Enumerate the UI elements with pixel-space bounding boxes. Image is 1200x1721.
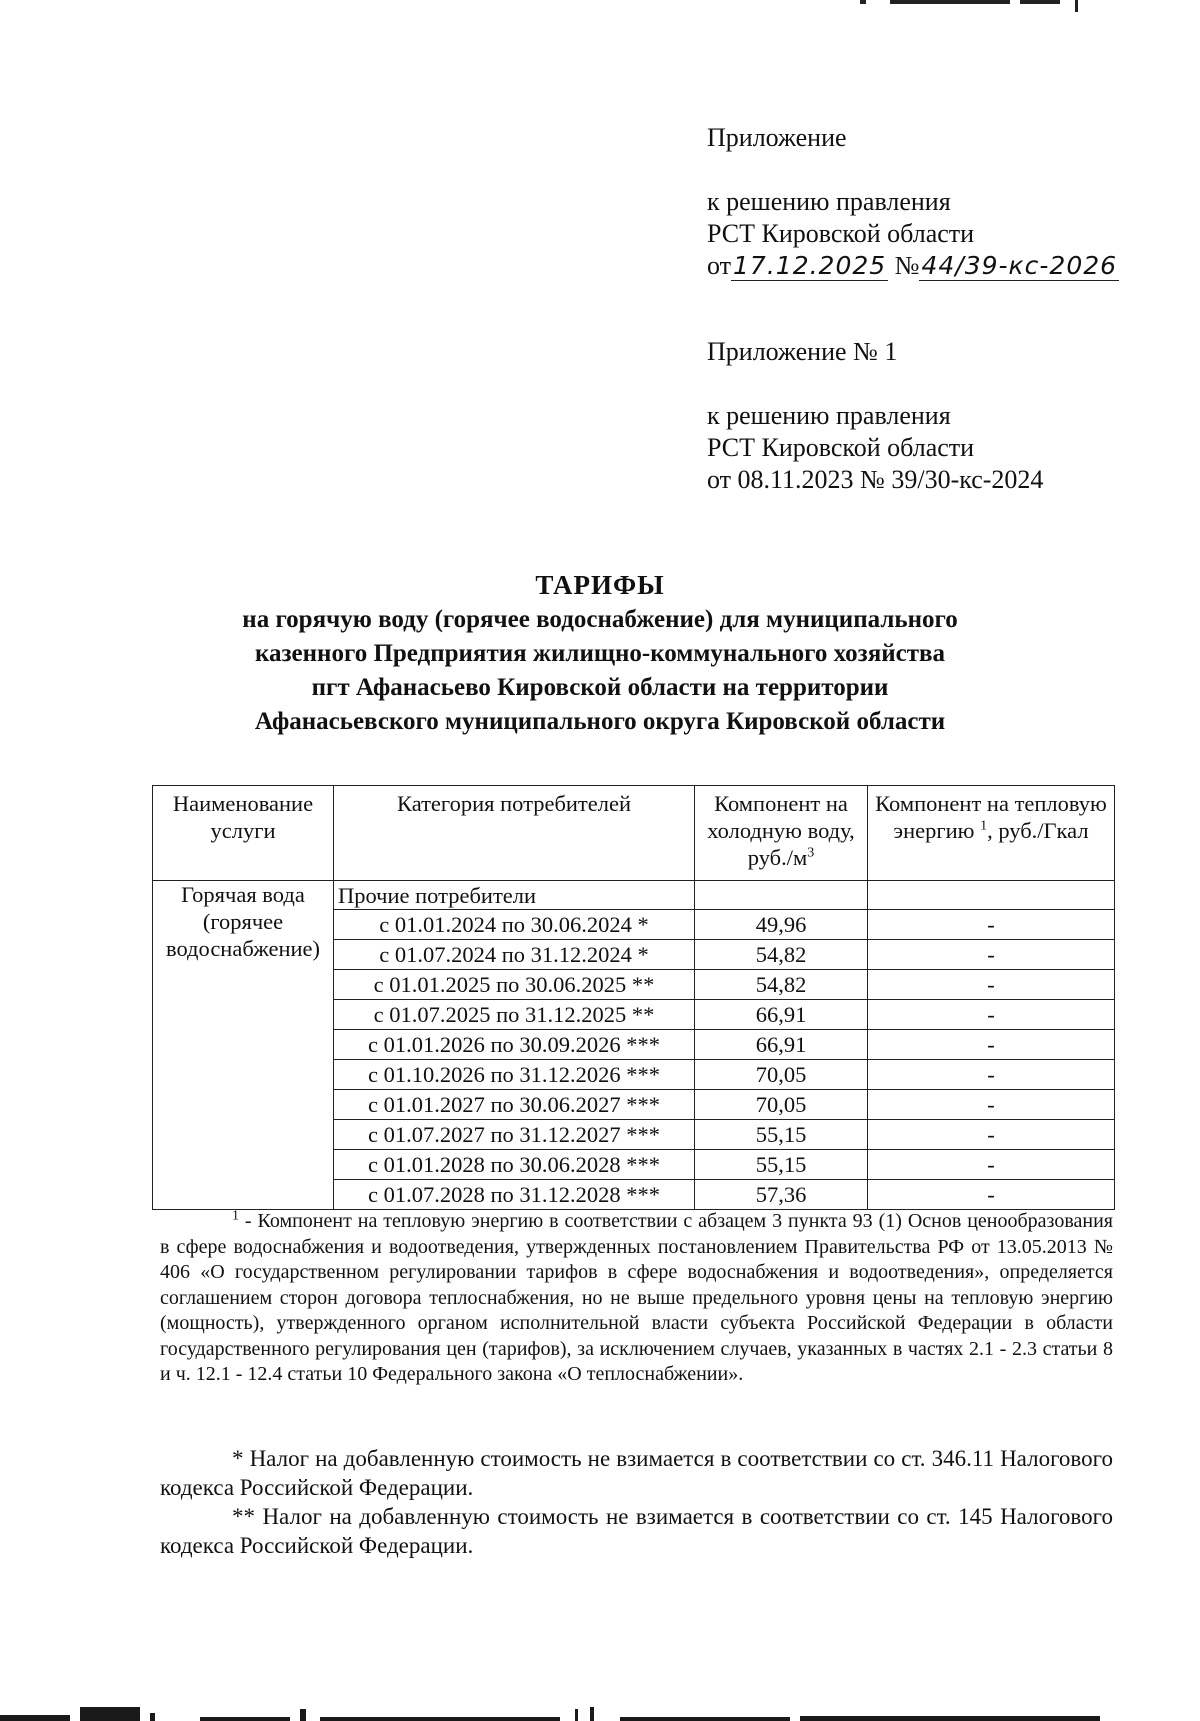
header-service: Наименование услуги [153,786,334,881]
handwritten-number: 44/39-кс-2026 [921,251,1118,280]
table-row-category [153,881,1115,910]
cell-empty [695,881,868,910]
cell-cold-value: 55,15 [695,1120,868,1150]
cell-heat-value: - [868,1180,1115,1210]
cell-period: с 01.01.2027 по 30.06.2027 *** [334,1090,695,1120]
header-heat-component: Компонент на тепловую энергию $^1$, руб./Гкал [868,786,1115,881]
cell-period: с 01.01.2024 по 30.06.2024 * [334,910,695,940]
cell-empty [868,881,1115,910]
header-category: Категория потребителей [334,786,695,881]
header-cold-component: Компонент на холодную воду, $руб./м^3$ [695,786,868,881]
cell-cold-value: 70,05 [695,1060,868,1090]
appendix-1-header [707,336,897,368]
cell-cold-value: 54,82 [695,940,868,970]
cell-period: с 01.01.2025 по 30.06.2025 ** [334,970,695,1000]
cell-heat-value: - [868,1030,1115,1060]
cell-period: с 01.07.2025 по 31.12.2025 ** [334,1000,695,1030]
heading-main: ТАРИФЫ [535,570,665,600]
heading-line-3: пгт Афанасьево Кировской области на территории [311,674,889,701]
appendix-1-decision [707,400,1043,496]
appendix-1-line-3: от 08.11.2023 № 39/30-кс-2024 [707,465,1044,494]
cell-cold-value: 66,91 [695,1000,868,1030]
note-star-1: * Налог на добавленную стоимость не взимается в соответствии со ст. 346.11 Налогового кодекса Российской Федерации. [160,1446,1113,1500]
heading-line-1: на горячую воду (горячее водоснабжение) для муниципального [242,606,958,633]
cell-period: с 01.07.2027 по 31.12.2027 *** [334,1120,695,1150]
cell-heat-value: - [868,1060,1115,1090]
cell-period: с 01.01.2026 по 30.09.2026 *** [334,1030,695,1060]
cell-cold-value: 70,05 [695,1090,868,1120]
cell-period: с 01.01.2028 по 30.06.2028 *** [334,1150,695,1180]
appendix-line-1: к решению правления [707,187,951,216]
appendix-title: Приложение [707,123,847,152]
cell-cold-value: 66,91 [695,1030,868,1060]
cell-period: с 01.07.2028 по 31.12.2028 *** [334,1180,695,1210]
appendix-1-line-1: к решению правления [707,401,951,430]
cell-period: с 01.10.2026 по 31.12.2026 *** [334,1060,695,1090]
table-header-row [153,786,1115,881]
appendix-date-number: от17.12.2025 №44/39-кс-2026 [707,251,1118,280]
appendix-1-line-2: РСТ Кировской области [707,433,975,462]
tariff-table [152,785,1115,1210]
appendix-decision [707,186,1119,282]
cell-cold-value: 54,82 [695,970,868,1000]
cell-heat-value: - [868,1000,1115,1030]
handwritten-date: 17.12.2025 [733,251,887,280]
appendix-line-2: РСТ Кировской области [707,219,975,248]
scan-artifact-top [860,0,1090,5]
scan-artifact-bottom [0,1701,1200,1721]
cell-heat-value: - [868,970,1115,1000]
cell-heat-value: - [868,1090,1115,1120]
note-star-2: ** Налог на добавленную стоимость не взимается в соответствии со ст. 145 Налогового кодекса Российской Федерации. [160,1504,1113,1558]
footnote-1-text: - Компонент на тепловую энергию в соответствии с абзацем 3 пункта 93 (1) Основ ценообразования в сфере водоснабжения и водоотведения, утвержденных постановлением Правительства РФ от 13.05.2013 № 406 «О государственном регулировании тарифов в сфере водоснабжения и водоотведения», определяется соглашением сторон договора теплоснабжения, но не выше предельного уровня цены на тепловую энергию (мощность), утвержденного органом исполнительной власти субъекта Российской Федерации в области государственного регулирования цен (тарифов), за исключением случаев, указанных в частях 2.1 - 2.3 статьи 8 и ч. 12.1 - 12.4 статьи 10 Федерального закона «О теплоснабжении». [160,1210,1113,1385]
cell-heat-value: - [868,1150,1115,1180]
cell-heat-value: - [868,910,1115,940]
heading-line-2: казенного Предприятия жилищно-коммунального хозяйства [254,640,946,667]
cell-cold-value: 49,96 [695,910,868,940]
footnote-1 [160,1209,1113,1388]
cell-heat-value: - [868,940,1115,970]
cell-period: с 01.07.2024 по 31.12.2024 * [334,940,695,970]
heading-line-4: Афанасьевского муниципального округа Кировской области [254,708,946,735]
cell-category-name: Прочие потребители [334,881,695,910]
cell-cold-value: 57,36 [695,1180,868,1210]
cell-cold-value: 55,15 [695,1150,868,1180]
cell-service-name: Горячая вода (горячее водоснабжение) [153,881,334,1210]
appendix-header [707,122,847,154]
appendix-1-title: Приложение № 1 [707,337,898,366]
cell-heat-value: - [868,1120,1115,1150]
footnote-1-mark: 1 [232,1208,239,1224]
document-heading [0,567,1200,739]
